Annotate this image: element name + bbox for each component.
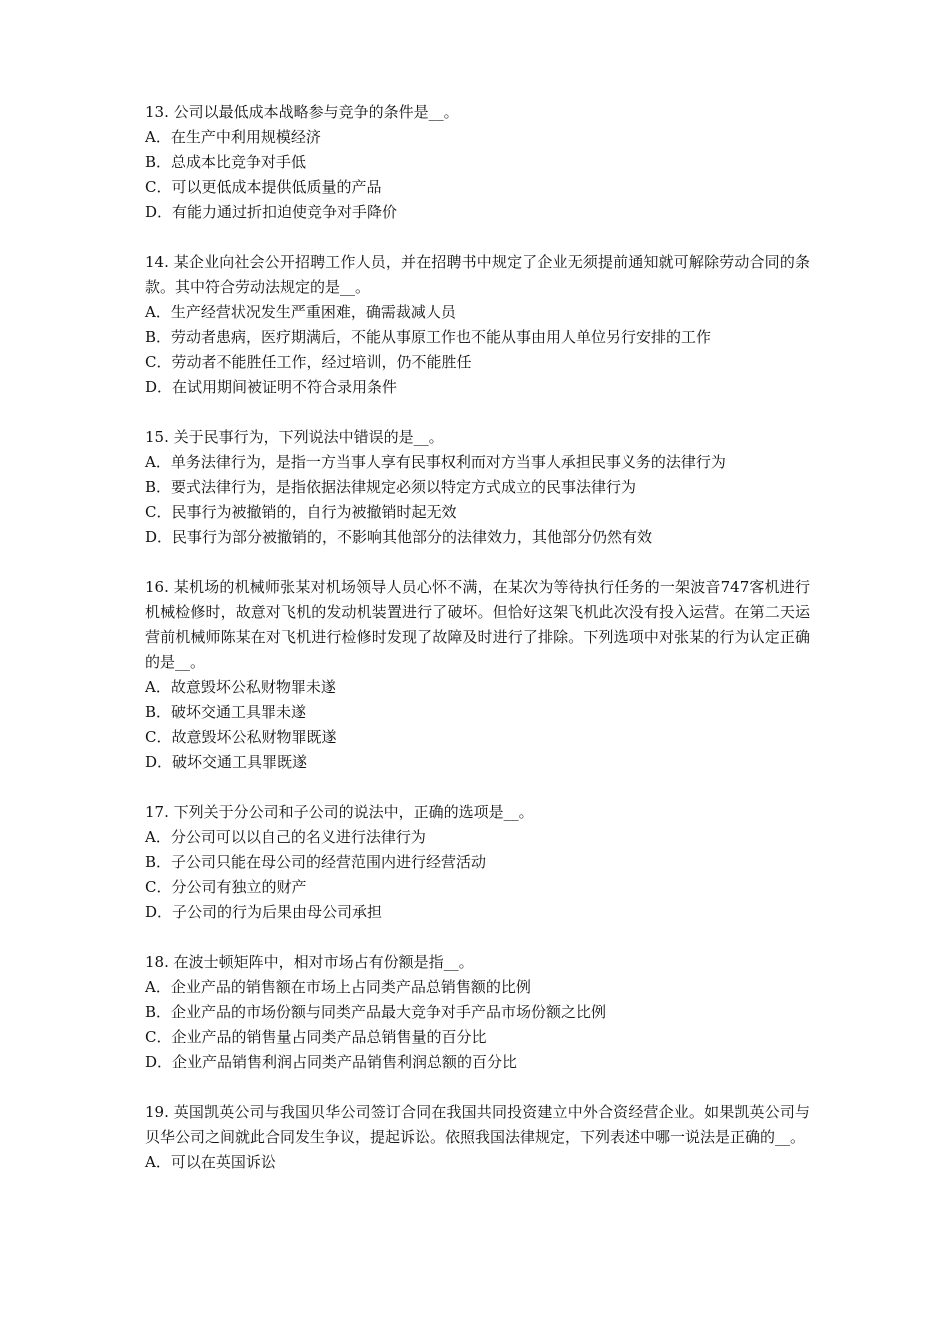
option-b: B．子公司只能在母公司的经营范围内进行经营活动 [145, 853, 487, 871]
question-stem: 19. 英国凯英公司与我国贝华公司签订合同在我国共同投资建立中外合资经营企业。如果凯英公司与贝华公司之间就此合同发生争议，提起诉讼。依照我国法律规定，下列表述中哪一说法是正确的__。 [145, 1103, 810, 1146]
question-13 [145, 100, 810, 225]
question-18 [145, 950, 810, 1075]
option-c: C．故意毁坏公私财物罪既遂 [145, 728, 337, 746]
option-d: D．子公司的行为后果由母公司承担 [145, 903, 383, 921]
question-stem: 15. 关于民事行为，下列说法中错误的是__。 [145, 428, 444, 446]
question-stem: 17. 下列关于分公司和子公司的说法中，正确的选项是__。 [145, 803, 534, 821]
option-b: B．总成本比竞争对手低 [145, 153, 307, 171]
option-c: C．民事行为被撤销的，自行为被撤销时起无效 [145, 503, 457, 521]
option-b: B．要式法律行为，是指依据法律规定必须以特定方式成立的民事法律行为 [145, 478, 637, 496]
option-d: D．有能力通过折扣迫使竞争对手降价 [145, 203, 398, 221]
option-a: A．单务法律行为，是指一方当事人享有民事权利而对方当事人承担民事义务的法律行为 [145, 453, 726, 471]
option-a: A．可以在英国诉讼 [145, 1153, 276, 1171]
option-d: D．破坏交通工具罪既遂 [145, 753, 308, 771]
question-stem: 13. 公司以最低成本战略参与竞争的条件是__。 [145, 103, 459, 121]
option-c: C．分公司有独立的财产 [145, 878, 307, 896]
option-c: C．企业产品的销售量占同类产品总销售量的百分比 [145, 1028, 487, 1046]
option-a: A．在生产中利用规模经济 [145, 128, 321, 146]
option-b: B．破坏交通工具罪未遂 [145, 703, 307, 721]
question-stem: 18. 在波士顿矩阵中，相对市场占有份额是指__。 [145, 953, 474, 971]
option-a: A．企业产品的销售额在市场上占同类产品总销售额的比例 [145, 978, 531, 996]
question-stem: 16. 某机场的机械师张某对机场领导人员心怀不满，在某次为等待执行任务的一架波音747客机进行机械检修时，故意对飞机的发动机装置进行了破坏。但恰好这架飞机此次没有投入运营。在第二天运营前机械师陈某在对飞机进行检修时发现了故障及时进行了排除。下列选项中对张某的行为认定正确的是__。 [145, 578, 810, 671]
question-19 [145, 1100, 810, 1175]
question-15 [145, 425, 810, 550]
document-page [145, 100, 810, 1200]
question-stem: 14. 某企业向社会公开招聘工作人员，并在招聘书中规定了企业无须提前通知就可解除劳动合同的条款。其中符合劳动法规定的是__。 [145, 253, 810, 296]
option-a: A．生产经营状况发生严重困难，确需裁减人员 [145, 303, 456, 321]
option-d: D．企业产品销售利润占同类产品销售利润总额的百分比 [145, 1053, 518, 1071]
option-b: B．企业产品的市场份额与同类产品最大竞争对手产品市场份额之比例 [145, 1003, 607, 1021]
question-17 [145, 800, 810, 925]
question-14 [145, 250, 810, 400]
option-b: B．劳动者患病，医疗期满后，不能从事原工作也不能从事由用人单位另行安排的工作 [145, 328, 712, 346]
option-d: D．民事行为部分被撤销的，不影响其他部分的法律效力，其他部分仍然有效 [145, 528, 653, 546]
option-d: D．在试用期间被证明不符合录用条件 [145, 378, 398, 396]
option-a: A．故意毁坏公私财物罪未遂 [145, 678, 336, 696]
option-c: C．可以更低成本提供低质量的产品 [145, 178, 382, 196]
question-16 [145, 575, 810, 775]
option-a: A．分公司可以以自己的名义进行法律行为 [145, 828, 426, 846]
option-c: C．劳动者不能胜任工作，经过培训，仍不能胜任 [145, 353, 472, 371]
